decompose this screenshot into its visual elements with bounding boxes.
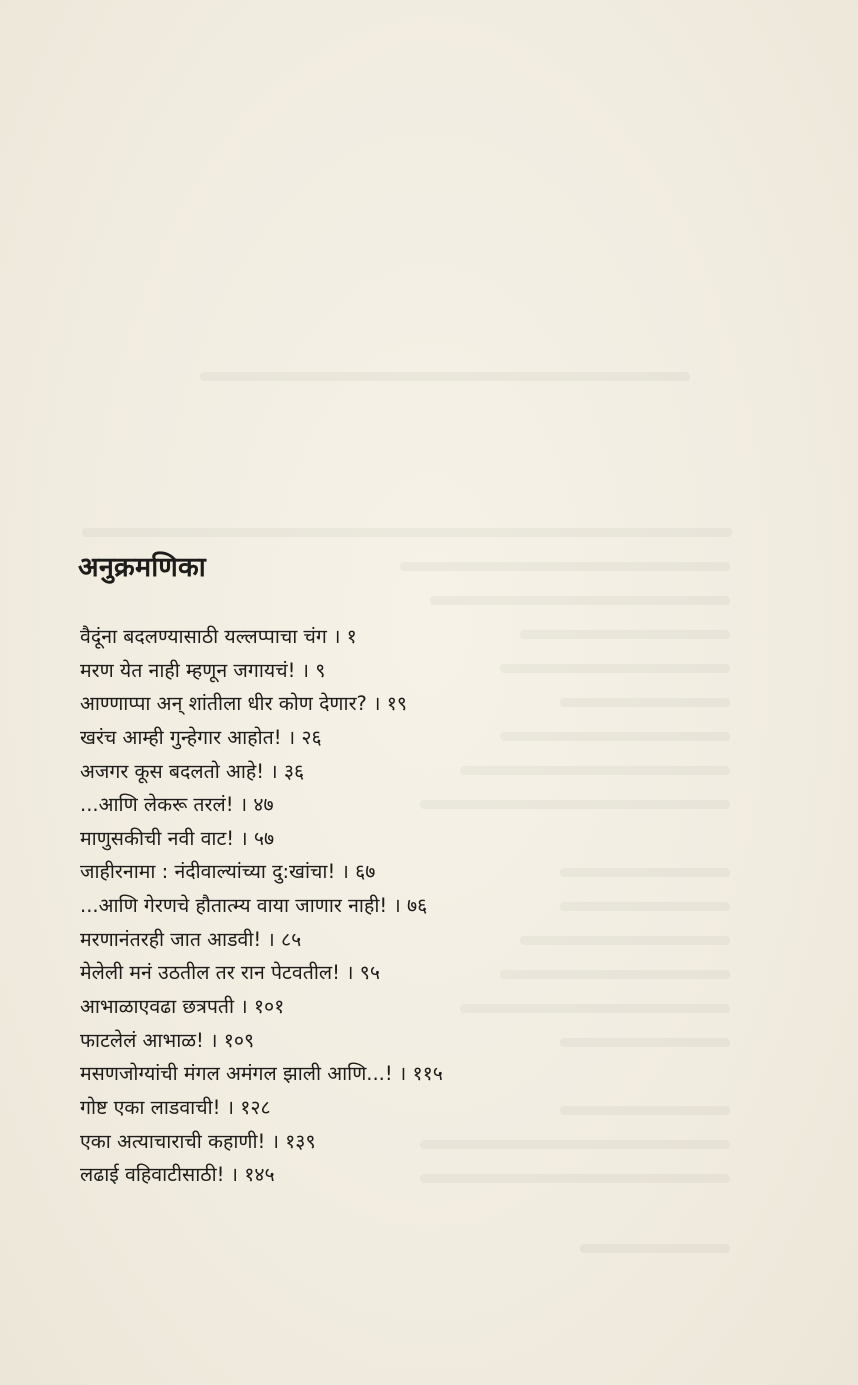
- toc-separator: ।: [366, 692, 387, 716]
- toc-entry-page: १९: [386, 692, 407, 716]
- toc-separator: ।: [335, 860, 356, 884]
- toc-entry: [80, 923, 680, 957]
- toc-entry: [80, 990, 680, 1024]
- toc-entry: [80, 1125, 680, 1159]
- toc-entry-page: १२८: [240, 1095, 271, 1119]
- toc-separator: ।: [264, 759, 284, 783]
- toc-entry: [80, 755, 680, 789]
- toc-entry: [80, 654, 680, 688]
- toc-separator: ।: [234, 995, 254, 1019]
- toc-separator: ।: [326, 625, 347, 648]
- toc-entry-title: अजगर कूस बदलतो आहे!: [80, 759, 265, 783]
- toc-entry-page: २६: [301, 725, 322, 749]
- toc-entry-title: एका अत्याचाराची कहाणी!: [80, 1129, 266, 1153]
- toc-entry-page: ८५: [281, 927, 302, 951]
- toc-separator: ।: [265, 1129, 286, 1153]
- toc-separator: ।: [281, 725, 302, 749]
- toc-separator: ।: [203, 1028, 224, 1052]
- toc-entry: [80, 1057, 680, 1091]
- toc-entry-title: जाहीरनामा : नंदीवाल्यांच्या दु:खांचा!: [80, 860, 336, 884]
- toc-entry: [80, 1158, 680, 1192]
- toc-entry-page: ३६: [283, 759, 305, 783]
- table-of-contents-list: [80, 620, 680, 1192]
- toc-entry-page: १०१: [253, 995, 285, 1019]
- toc-separator: ।: [234, 826, 254, 850]
- toc-entry-page: ११५: [412, 1062, 443, 1086]
- toc-entry-page: ९५: [359, 961, 380, 985]
- toc-entry-page: ४७: [253, 793, 274, 817]
- toc-entry: [80, 889, 680, 923]
- toc-entry: [80, 822, 680, 856]
- toc-entry-title: मरण येत नाही म्हणून जगायचं!: [80, 658, 296, 682]
- toc-entry-title: फाटलेलं आभाळ!: [80, 1028, 204, 1052]
- toc-entry-page: ९: [315, 658, 326, 682]
- toc-entry: [80, 956, 680, 990]
- toc-entry: [80, 788, 680, 822]
- toc-entry-title: मसणजोग्यांची मंगल अमंगल झाली आणि...!: [80, 1062, 393, 1086]
- toc-entry-page: ७६: [406, 894, 428, 918]
- table-of-contents-heading: अनुक्रमणिका: [78, 552, 206, 583]
- toc-entry: [80, 721, 680, 755]
- toc-separator: ।: [233, 793, 254, 817]
- toc-entry-title: खरंच आम्ही गुन्हेगार आहोत!: [80, 725, 282, 749]
- toc-entry-title: माणुसकीची नवी वाट!: [80, 826, 235, 850]
- toc-separator: ।: [339, 961, 360, 985]
- toc-entry: [80, 1091, 680, 1125]
- toc-entry-title: ...आणि गेरणचे हौतात्म्य वाया जाणार नाही!: [80, 894, 388, 918]
- toc-entry-title: लढाई वहिवाटीसाठी!: [80, 1163, 225, 1187]
- toc-entry-page: १: [346, 625, 357, 648]
- toc-entry: [80, 687, 680, 721]
- toc-entry: [80, 1024, 680, 1058]
- toc-separator: ।: [392, 1062, 413, 1086]
- toc-entry-title: मरणानंतरही जात आडवी!: [80, 927, 262, 951]
- toc-entry-title: आण्णाप्पा अन् शांतीला धीर कोण देणार?: [80, 692, 367, 716]
- toc-entry: [80, 855, 680, 889]
- toc-entry: [80, 620, 680, 654]
- toc-entry-page: १०९: [223, 1028, 255, 1052]
- toc-entry-page: ५७: [253, 826, 275, 850]
- toc-entry-page: १३९: [285, 1129, 316, 1153]
- toc-separator: ।: [261, 927, 282, 951]
- toc-separator: ।: [224, 1163, 245, 1187]
- toc-entry-page: १४५: [244, 1163, 275, 1187]
- toc-entry-title: आभाळाएवढा छत्रपती: [80, 995, 235, 1019]
- toc-entry-title: ...आणि लेकरू तरलं!: [80, 793, 234, 817]
- toc-separator: ।: [387, 894, 407, 918]
- toc-entry-page: ६७: [355, 860, 376, 884]
- toc-separator: ।: [220, 1095, 241, 1119]
- toc-separator: ।: [295, 658, 316, 682]
- toc-entry-title: वैदूंना बदलण्यासाठी यल्लप्पाचा चंग: [80, 625, 327, 648]
- toc-entry-title: गोष्ट एका लाडवाची!: [80, 1095, 221, 1119]
- toc-entry-title: मेलेली मनं उठतील तर रान पेटवतील!: [80, 961, 340, 985]
